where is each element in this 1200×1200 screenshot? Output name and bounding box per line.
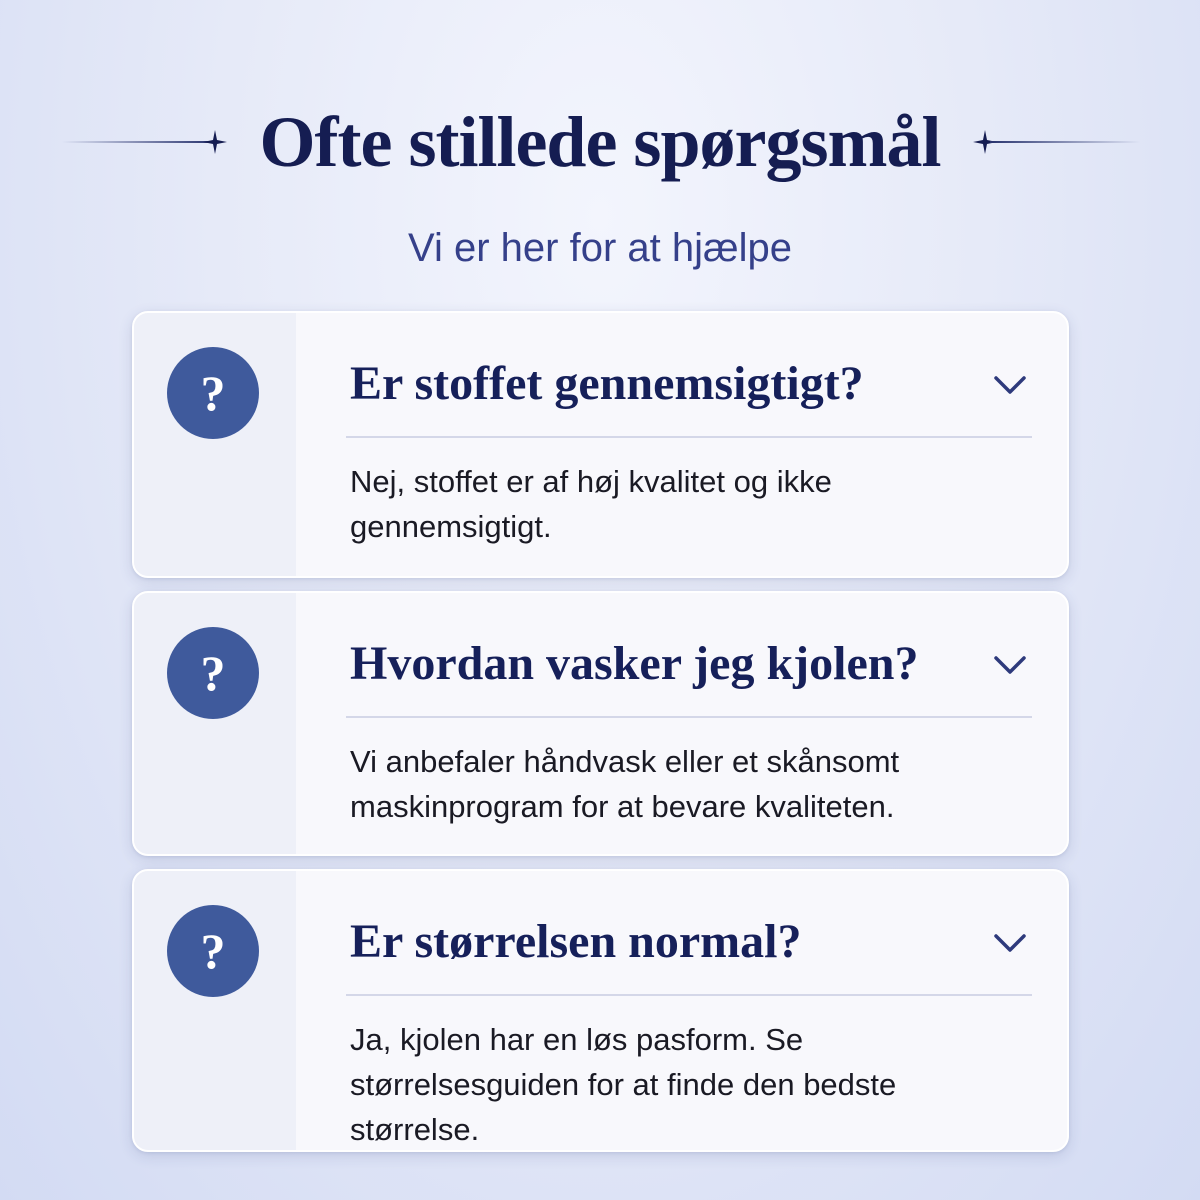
faq-header xyxy=(0,90,1200,200)
faq-answer: Ja, kjolen har en løs pasform. Se størrelsesguiden for at finde den bedste størrelse. xyxy=(350,1022,897,1147)
faq-divider xyxy=(346,436,1032,438)
page-subtitle: Vi er her for at hjælpe xyxy=(408,226,792,270)
faq-divider xyxy=(346,994,1032,996)
faq-item xyxy=(132,869,1069,1152)
faq-item-icon-panel xyxy=(134,871,296,1150)
faq-question[interactable]: Er størrelsen normal? xyxy=(350,915,802,968)
faq-item xyxy=(132,311,1069,578)
question-mark-icon: ? xyxy=(167,347,259,439)
faq-item-icon-panel xyxy=(134,313,296,576)
faq-item-icon-panel xyxy=(134,593,296,854)
question-mark-icon: ? xyxy=(167,905,259,997)
faq-answer: Vi anbefaler håndvask eller et skånsomt maskinprogram for at bevare kvaliteten. xyxy=(350,744,900,824)
faq-question[interactable]: Er stoffet gennemsigtigt? xyxy=(350,357,864,410)
chevron-down-icon[interactable] xyxy=(992,373,1028,397)
faq-question[interactable]: Hvordan vasker jeg kjolen? xyxy=(350,637,919,690)
page-title: Ofte stillede spørgsmål xyxy=(259,102,941,182)
faq-answer: Nej, stoffet er af høj kvalitet og ikke gennemsigtigt. xyxy=(350,464,832,544)
faq-divider xyxy=(346,716,1032,718)
question-mark-icon: ? xyxy=(167,627,259,719)
title-rule-right xyxy=(990,141,1140,143)
chevron-down-icon[interactable] xyxy=(992,653,1028,677)
faq-item xyxy=(132,591,1069,856)
chevron-down-icon[interactable] xyxy=(992,931,1028,955)
